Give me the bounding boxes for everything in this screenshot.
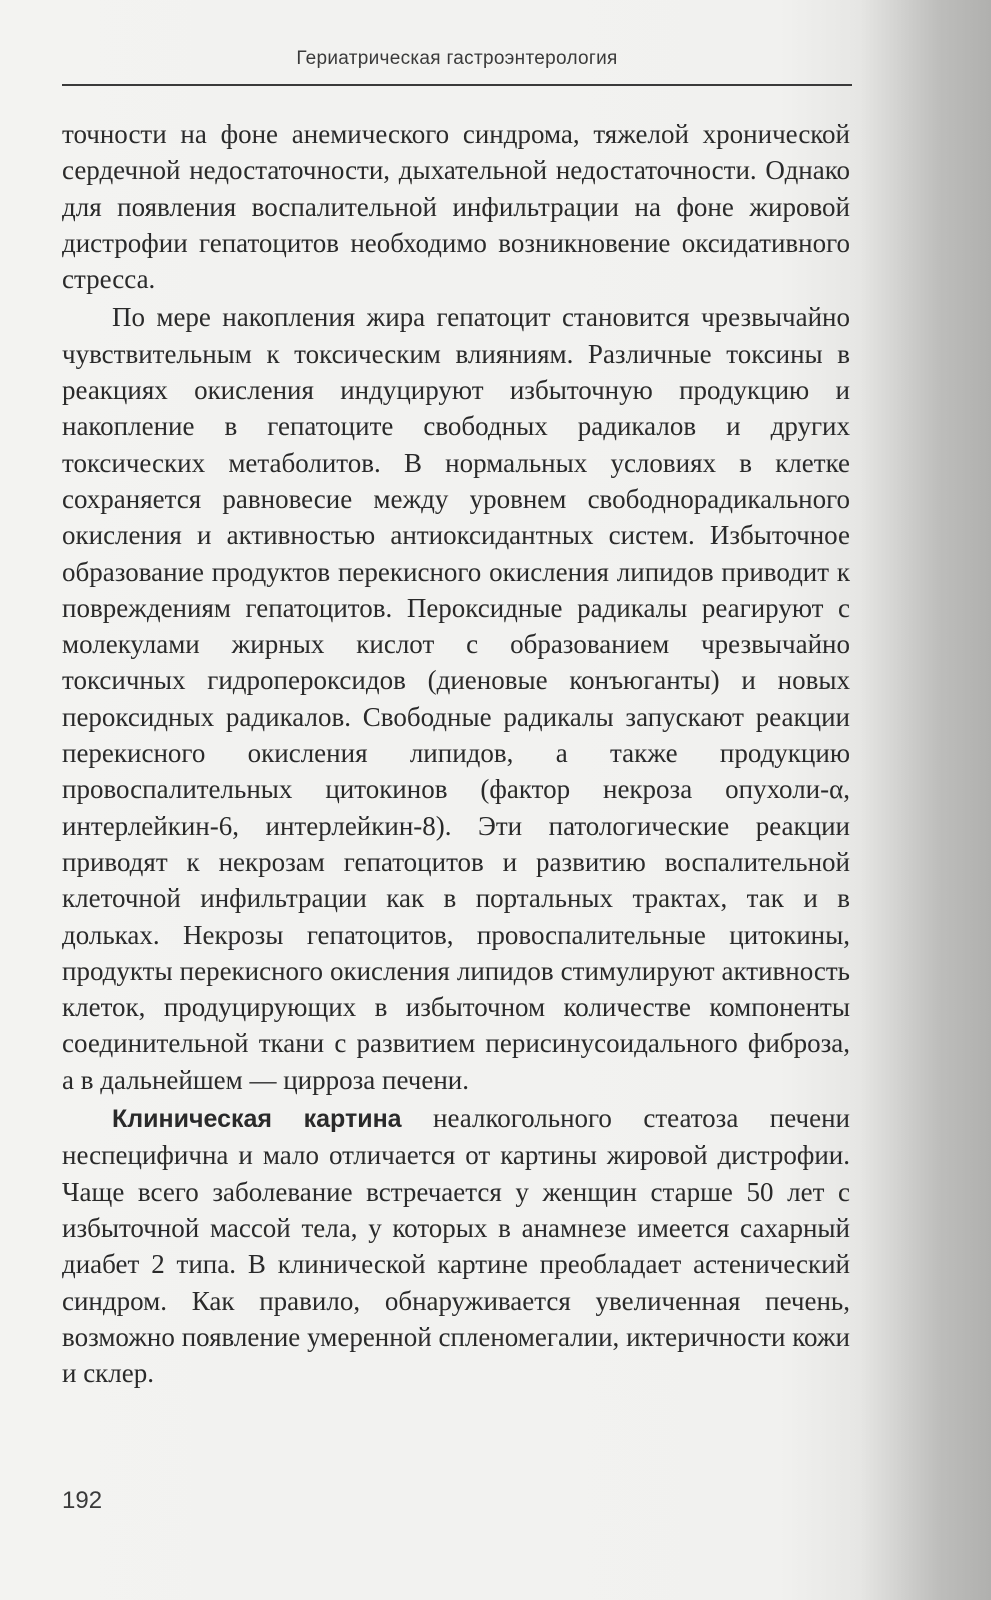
running-head-title: Гериатрическая гастроэнтерология bbox=[296, 48, 618, 69]
header-rule bbox=[62, 84, 852, 86]
paragraph-oxidative-stress: По мере накопления жира гепатоцит становится чрезвычайно чувствительным к токсическим влияниям. Различные токсины в реакциях окисления индуцируют избыточную продукцию и накопление в гепатоците свободных радикалов и других токсических метаболитов. В нормальных условиях в клетке сохраняется равновесие между уровнем свободнорадикального окисления и активностью антиоксидантных систем. Избыточное образование продуктов перекисного окисления липидов приводит к повреждениям гепатоцитов. Пероксидные радикалы реагируют с молекулами жирных кислот с образованием чрезвычайно токсичных гидропероксидов (диеновые конъюганты) и новых пероксидных радикалов. Свободные радикалы запускают реакции перекисного окисления липидов, а также продукцию провоспалительных цитокинов (фактор некроза опухоли-α, интерлейкин-6, интерлейкин-8). Эти патологические реакции приводят к некрозам гепатоцитов и развитию воспалительной клеточной инфильтрации как в портальных трактах, так и в дольках. Некрозы гепатоцитов, провоспалительные цитокины, продукты перекисного окисления липидов стимулируют активность клеток, продуцирующих в избыточном количестве компоненты соединительной ткани с развитием перисинусоидального фиброза, а в дальнейшем — цирроза печени. bbox=[62, 302, 850, 1095]
lead-term-clinical-picture: Клиническая картина bbox=[112, 1105, 402, 1134]
paragraph-clinical-picture bbox=[62, 1100, 850, 1391]
paragraph-continued: точности на фоне анемического синдрома, тяжелой хронической сердечной недостаточности, дыхательной недостаточности. Однако для появления воспалительной инфильтрации на фоне жировой дистрофии гепатоцитов необходимо возникновение оксидативного стресса. bbox=[62, 119, 850, 295]
page-number: 192 bbox=[62, 1487, 103, 1514]
body-text bbox=[62, 116, 850, 1391]
paragraph-clinical-picture-text: неалкогольного стеатоза печени неспецифична и мало отличается от картины жировой дистрофии. Чаще всего заболевание встречается у женщин старше 50 лет с избыточной массой тела, у которых в анамнезе имеется сахарный диабет 2 типа. В клинической картине преобладает астенический синдром. Как правило, обнаруживается увеличенная печень, возможно появление умеренной спленомегалии, иктеричности кожи и склер. bbox=[62, 1103, 850, 1389]
